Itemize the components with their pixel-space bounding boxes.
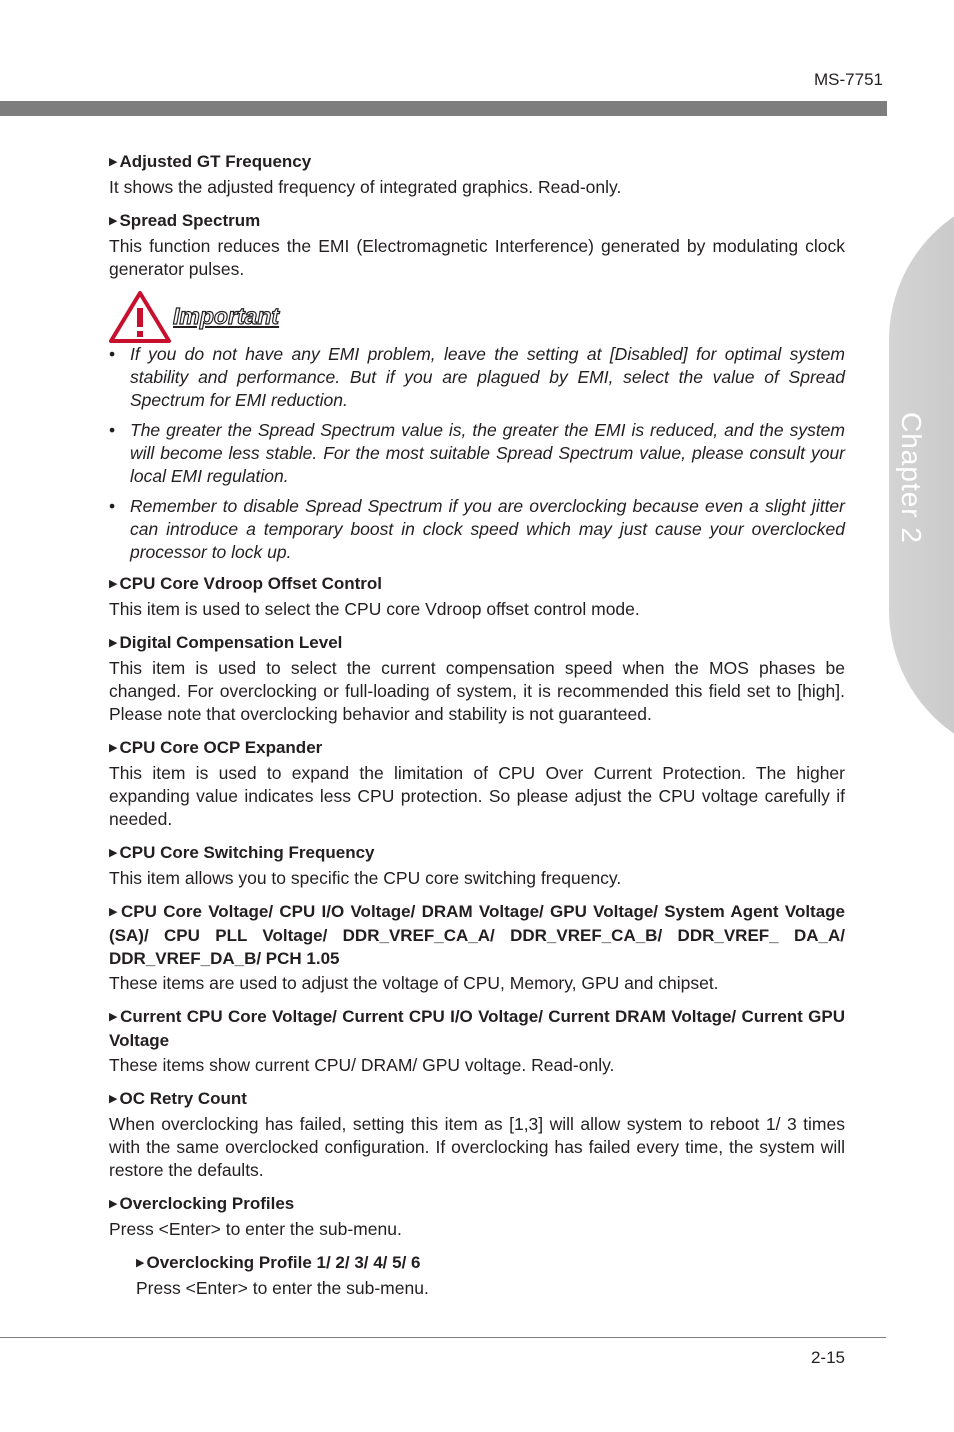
important-notes	[109, 343, 845, 564]
important-note: • Remember to disable Spread Spectrum if you are overclocking because even a slight jitter can introduce a temporary boost in clock speed which may just cause your overclocked processor to lock up.	[109, 496, 845, 562]
footer-rule	[0, 1337, 886, 1338]
section-overclocking-profile-sub	[136, 1251, 845, 1300]
section-cpu-core-switching-frequency	[109, 841, 845, 890]
item-description: This item is used to expand the limitation of CPU Over Current Protection. The higher expanding value indicates less CPU protection. So please adjust the CPU voltage carefully if needed.	[109, 763, 845, 829]
important-box	[109, 291, 845, 343]
item-description: This item is used to select the CPU core Vdroop offset control mode.	[109, 599, 640, 619]
item-description: Press <Enter> to enter the sub-menu.	[136, 1278, 429, 1298]
item-title: Current CPU Core Voltage/ Current CPU I/O Voltage/ Current DRAM Voltage/ Current GPU Voltage	[109, 1007, 845, 1050]
item-title: CPU Core OCP Expander	[119, 738, 323, 757]
item-description: This function reduces the EMI (Electromagnetic Interference) generated by modulating clock generator pulses.	[109, 236, 845, 279]
arrow-right-icon: ▶	[109, 637, 118, 649]
arrow-right-icon: ▶	[109, 847, 118, 859]
item-description: This item allows you to specific the CPU core switching frequency.	[109, 868, 622, 888]
item-title: CPU Core Vdroop Offset Control	[119, 574, 383, 593]
arrow-right-icon: ▶	[109, 742, 118, 754]
page-number: 2-15	[810, 1348, 845, 1367]
important-label: Important	[173, 303, 280, 329]
item-description: This item is used to select the current compensation speed when the MOS phases be changed. For overclocking or full-loading of system, it is recommended this field set to [high]. Please note that overclocking behavior and stability is not guaranteed.	[109, 658, 845, 724]
item-description: It shows the adjusted frequency of integrated graphics. Read-only.	[109, 177, 622, 197]
manual-content	[109, 150, 845, 1310]
section-cpu-core-ocp-expander	[109, 736, 845, 831]
arrow-right-icon: ▶	[109, 1198, 118, 1210]
model-number: MS-7751	[814, 70, 883, 89]
item-title: Overclocking Profiles	[119, 1194, 295, 1213]
arrow-right-icon: ▶	[136, 1257, 145, 1269]
arrow-right-icon: ▶	[109, 906, 120, 918]
important-note: • If you do not have any EMI problem, leave the setting at [Disabled] for optimal system stability and performance. But if you are plagued by EMI, select the value of Spread Spectrum for EMI reduction.	[109, 344, 845, 410]
section-digital-compensation-level	[109, 631, 845, 726]
header-bar	[0, 101, 887, 116]
section-overclocking-profiles	[109, 1192, 845, 1241]
arrow-right-icon: ▶	[109, 578, 118, 590]
item-description: These items show current CPU/ DRAM/ GPU voltage. Read-only.	[109, 1055, 615, 1075]
item-title: Digital Compensation Level	[119, 633, 343, 652]
bullet: •	[109, 496, 116, 516]
arrow-right-icon: ▶	[109, 156, 118, 168]
warning-triangle-icon	[109, 291, 171, 343]
item-title: CPU Core Voltage/ CPU I/O Voltage/ DRAM Voltage/ GPU Voltage/ System Agent Voltage (SA)/ CPU PLL Voltage/ DDR_VREF_CA_A/ DDR_VREF_CA_B/ DDR_VREF_ DA_A/ DDR_VREF_DA_B/ PCH 1.05	[109, 902, 846, 968]
item-description: These items are used to adjust the voltage of CPU, Memory, GPU and chipset.	[109, 973, 719, 993]
item-title: OC Retry Count	[119, 1089, 247, 1108]
section-current-voltage-items	[109, 1005, 845, 1077]
section-oc-retry-count	[109, 1087, 845, 1182]
section-voltage-items	[109, 900, 845, 995]
arrow-right-icon: ▶	[109, 1011, 119, 1023]
arrow-right-icon: ▶	[109, 215, 118, 227]
section-adjusted-gt-frequency	[109, 150, 845, 199]
item-title: Adjusted GT Frequency	[119, 152, 312, 171]
item-description: Press <Enter> to enter the sub-menu.	[109, 1219, 402, 1239]
chapter-label: Chapter 2	[896, 412, 927, 544]
bullet: •	[109, 420, 116, 440]
item-title: Spread Spectrum	[119, 211, 261, 230]
arrow-right-icon: ▶	[109, 1093, 118, 1105]
bullet: •	[109, 344, 116, 364]
item-description: When overclocking has failed, setting this item as [1,3] will allow system to reboot 1/ 3 times with the same overclocked configuration. If overclocking has failed every time, the system will restore the defaults.	[109, 1114, 845, 1180]
item-title: CPU Core Switching Frequency	[119, 843, 375, 862]
section-spread-spectrum	[109, 209, 845, 281]
important-note: • The greater the Spread Spectrum value is, the greater the EMI is reduced, and the system will become less stable. For the most suitable Spread Spectrum value, please consult your local EMI regulation.	[109, 420, 845, 486]
item-title: Overclocking Profile 1/ 2/ 3/ 4/ 5/ 6	[146, 1253, 421, 1272]
section-cpu-core-vdroop-offset-control	[109, 572, 845, 621]
